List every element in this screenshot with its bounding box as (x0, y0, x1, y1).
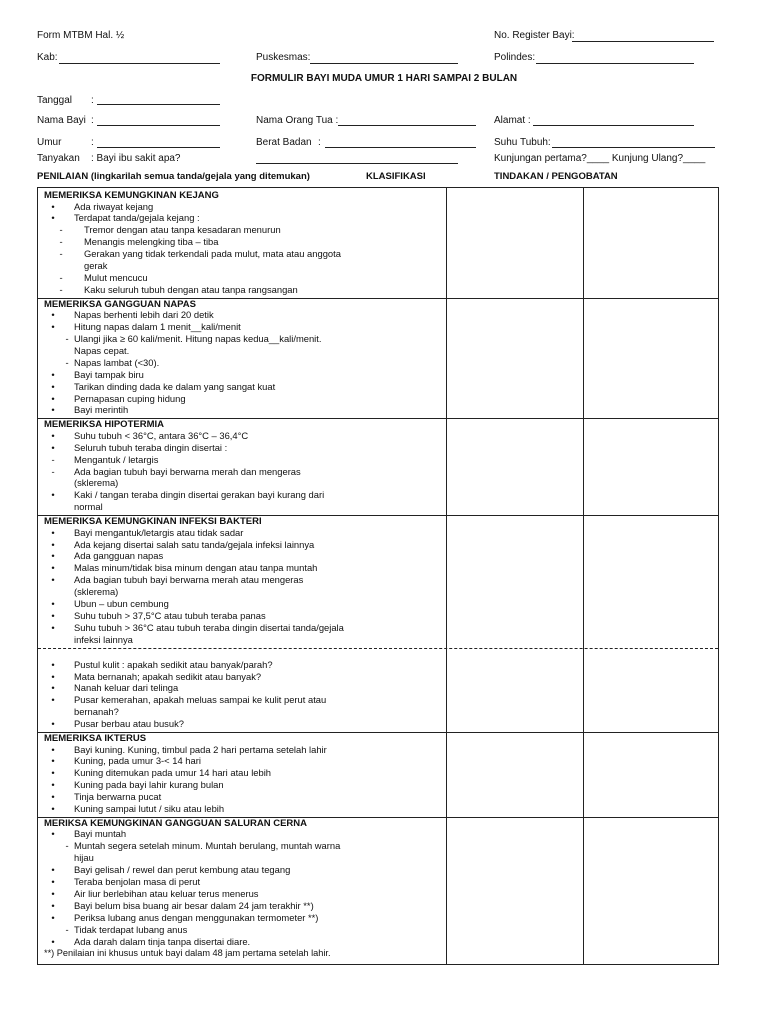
bullet-icon: • (51, 791, 55, 803)
assessment-item[interactable] (38, 598, 446, 610)
assessment-item[interactable] (38, 381, 446, 393)
dash-icon: - (59, 283, 63, 295)
dash-icon: - (65, 840, 69, 852)
assessment-item-text: Periksa lubang anus dengan menggunakan termometer **) (74, 911, 319, 923)
assessment-item[interactable] (38, 828, 446, 840)
bullet-icon: • (51, 368, 55, 380)
assessment-item-text: Bayi belum bisa buang air besar dalam 24 jam terakhir **) (74, 899, 314, 911)
assessment-item[interactable] (38, 671, 446, 683)
assessment-item[interactable] (38, 212, 446, 224)
puskesmas-field[interactable] (310, 63, 458, 64)
assessment-item[interactable] (38, 442, 446, 454)
assessment-item-text: (sklerema) (74, 477, 119, 489)
assessment-item[interactable] (38, 466, 446, 490)
assessment-item-text: Suhu tubuh > 36°C atau tubuh teraba dingin disertai tanda/gejala (74, 621, 344, 633)
bullet-icon: • (51, 489, 55, 501)
form-page-label: Form MTBM Hal. ½ (37, 30, 125, 41)
assessment-item[interactable] (38, 321, 446, 333)
assessment-item-text: Pusar berbau atau busuk? (74, 718, 184, 730)
section-title: MEMERIKSA HIPOTERMIA (44, 419, 164, 431)
bullet-icon: • (51, 911, 55, 923)
assessment-item-text: Menangis melengking tiba – tiba (84, 236, 219, 248)
section-divider (38, 732, 718, 733)
assessment-item[interactable] (38, 539, 446, 551)
bullet-icon: • (51, 609, 55, 621)
assessment-item-text: Kuning sampai lutut / siku atau lebih (74, 803, 225, 814)
bullet-icon: • (51, 755, 55, 767)
section-title: MEMERIKSA KEMUNGKINAN KEJANG (44, 190, 219, 201)
assessment-item-text: Teraba benjolan masa di perut (74, 876, 201, 887)
dash-icon: - (59, 224, 63, 236)
assessment-item[interactable] (38, 864, 446, 876)
kab-field[interactable] (59, 63, 220, 64)
assessment-item-text: Ada riwayat kejang (74, 200, 154, 212)
assessment-item[interactable] (38, 888, 446, 900)
berat-badan-colon: : (318, 137, 321, 148)
section-divider (38, 515, 718, 516)
register-field[interactable] (572, 41, 714, 42)
section-title: MEMERIKSA KEMUNGKINAN INFEKSI BAKTERI (44, 516, 262, 528)
assessment-item-text: Ada bagian tubuh bayi berwarna merah atau mengeras (74, 574, 304, 586)
assessment-item[interactable] (38, 744, 446, 756)
assessment-item[interactable] (38, 876, 446, 888)
alamat-label: Alamat : (494, 115, 531, 126)
nama-orang-tua-label: Nama Orang Tua : (256, 115, 339, 126)
assessment-item-text: Bayi kuning. Kuning, timbul pada 2 hari pertama setelah lahir (74, 743, 327, 755)
assessment-item-text: (sklerema) (74, 586, 119, 598)
assessment-item[interactable] (38, 224, 446, 236)
assessment-item-text: Kaki / tangan teraba dingin disertai gerakan bayi kurang dari (74, 489, 325, 501)
assessment-item-text: Gerakan yang tidak terkendali pada mulut, mata atau anggota (84, 248, 341, 260)
assessment-item-text: Bayi tampak biru (74, 368, 144, 380)
assessment-item[interactable] (38, 527, 446, 539)
assessment-item-text: Terdapat tanda/gejala kejang : (74, 212, 200, 224)
register-label: No. Register Bayi: (494, 30, 575, 41)
assessment-item-text: hijau (74, 852, 94, 864)
tanggal-field[interactable] (97, 104, 220, 105)
assessment-item-text: Pustul kulit : apakah sedikit atau banyak/parah? (74, 658, 273, 670)
assessment-item[interactable] (38, 454, 446, 466)
bullet-icon: • (51, 200, 55, 212)
umur-field[interactable] (97, 147, 220, 148)
bullet-icon: • (51, 538, 55, 550)
bullet-icon: • (51, 694, 55, 706)
column-header-tindakan: TINDAKAN / PENGOBATAN (494, 171, 618, 182)
assessment-item-text: Tinja berwarna pucat (74, 791, 162, 803)
assessment-item-text: Bayi gelisah / rewel dan perut kembung atau tegang (74, 864, 291, 876)
bullet-icon: • (51, 562, 55, 574)
assessment-item-text: Kuning, pada umur 3-< 14 hari (74, 755, 201, 767)
polindes-label: Polindes: (494, 52, 536, 63)
assessment-item[interactable] (38, 718, 446, 730)
umur-label: Umur (37, 137, 62, 148)
bullet-icon: • (51, 621, 55, 633)
assessment-item[interactable] (38, 574, 446, 598)
assessment-item[interactable] (38, 404, 446, 416)
assessment-item-text: infeksi lainnya (74, 633, 133, 645)
assessment-item[interactable] (38, 309, 446, 321)
assessment-item-text: Pernapasan cuping hidung (74, 392, 186, 404)
assessment-item[interactable] (38, 430, 446, 442)
bullet-icon: • (51, 864, 55, 876)
section-title: MEMERIKSA GANGGUAN NAPAS (44, 298, 197, 310)
bullet-icon: • (51, 574, 55, 586)
footnote: **) Penilaian ini khusus untuk bayi dalam 48 jam pertama setelah lahir. (44, 948, 331, 959)
dash-icon: - (51, 465, 55, 477)
assessment-item-text: Ada darah dalam tinja tanpa disertai diare. (74, 935, 251, 947)
dash-icon: - (65, 356, 69, 368)
assessment-item[interactable] (38, 791, 446, 803)
section-divider (38, 418, 718, 419)
nama-bayi-colon: : (91, 115, 94, 126)
assessment-item[interactable] (38, 767, 446, 779)
bullet-icon: • (51, 380, 55, 392)
bullet-icon: • (51, 803, 55, 814)
section-divider (38, 817, 718, 818)
tanyakan-answer-field[interactable] (256, 163, 458, 164)
assessment-item-text: Suhu tubuh > 37,5°C atau tubuh teraba panas (74, 609, 266, 621)
assessment-item-text: Muntah segera setelah minum. Muntah berulang, muntah warna (74, 840, 341, 852)
assessment-item-text: bernanah? (74, 706, 119, 718)
nama-bayi-field[interactable] (97, 125, 220, 126)
assessment-item[interactable] (38, 393, 446, 405)
assessment-item-text: Air liur berlebihan atau keluar terus menerus (74, 887, 259, 899)
tanyakan-label: Tanyakan (37, 153, 80, 164)
bullet-icon: • (51, 828, 55, 840)
assessment-item-text: Suhu tubuh < 36°C, antara 36°C – 36,4°C (74, 429, 249, 441)
assessment-item-text: gerak (84, 259, 108, 271)
bullet-icon: • (51, 899, 55, 911)
bullet-icon: • (51, 658, 55, 670)
assessment-item[interactable] (38, 755, 446, 767)
section-divider (38, 298, 718, 299)
bullet-icon: • (51, 670, 55, 682)
bullet-icon: • (51, 441, 55, 453)
umur-colon: : (91, 137, 94, 148)
assessment-item[interactable] (38, 562, 446, 574)
assessment-item[interactable] (38, 803, 446, 815)
nama-bayi-label: Nama Bayi (37, 115, 86, 126)
bullet-icon: • (51, 767, 55, 779)
column-header-klasifikasi: KLASIFIKASI (366, 171, 426, 182)
bullet-icon: • (51, 309, 55, 321)
tanggal-colon: : (91, 95, 94, 106)
assessment-item[interactable] (38, 924, 446, 936)
dash-icon: - (59, 271, 63, 283)
tanggal-label: Tanggal (37, 95, 73, 106)
kunjungan-text: Kunjungan pertama?____ Kunjung Ulang?____ (494, 153, 706, 164)
column-header-penilaian: PENILAIAN (lingkarilah semua tanda/gejala yang ditemukan) (37, 171, 310, 182)
assessment-item-text: Kaku seluruh tubuh dengan atau tanpa rangsangan (84, 283, 298, 295)
bullet-icon: • (51, 429, 55, 441)
berat-badan-field[interactable] (325, 147, 476, 148)
assessment-item[interactable] (38, 357, 446, 369)
assessment-item-text: Nanah keluar dari telinga (74, 682, 179, 694)
nama-orang-tua-field[interactable] (338, 125, 476, 126)
dash-icon: - (59, 236, 63, 248)
dash-icon: - (59, 248, 63, 260)
assessment-item[interactable] (38, 333, 446, 357)
assessment-item[interactable] (38, 201, 446, 213)
assessment-item[interactable] (38, 610, 446, 622)
bullet-icon: • (51, 743, 55, 755)
bullet-icon: • (51, 550, 55, 562)
polindes-field[interactable] (536, 63, 694, 64)
assessment-item-text: Seluruh tubuh teraba dingin disertai : (74, 441, 228, 453)
section-title: MEMERIKSA IKTERUS (44, 733, 147, 744)
bullet-icon: • (51, 212, 55, 224)
assessment-item[interactable] (38, 248, 446, 272)
assessment-item-text: Tidak terdapat lubang anus (74, 923, 188, 935)
section-title: MERIKSA KEMUNGKINAN GANGGUAN SALURAN CERNA (44, 817, 308, 829)
assessment-item-text: Mengantuk / letargis (74, 453, 159, 465)
assessment-item-text: Kuning pada bayi lahir kurang bulan (74, 779, 224, 791)
column-divider-klasifikasi (446, 188, 447, 964)
suhu-tubuh-field[interactable] (552, 147, 715, 148)
assessment-item[interactable] (38, 550, 446, 562)
bullet-icon: • (51, 682, 55, 694)
dash-icon: - (65, 333, 69, 344)
assessment-item-text: Bayi mengantuk/letargis atau tidak sadar (74, 526, 244, 538)
assessment-item[interactable] (38, 682, 446, 694)
bullet-icon: • (51, 935, 55, 947)
bullet-icon: • (51, 779, 55, 791)
assessment-item[interactable] (38, 900, 446, 912)
dash-icon: - (51, 453, 55, 465)
bullet-icon: • (51, 718, 55, 730)
assessment-item[interactable] (38, 659, 446, 671)
alamat-field[interactable] (533, 125, 694, 126)
assessment-item-text: Ada bagian tubuh bayi berwarna merah dan mengeras (74, 465, 301, 477)
kab-label: Kab: (37, 52, 58, 63)
assessment-item-text: Ada kejang disertai salah satu tanda/gejala infeksi lainnya (74, 538, 315, 550)
assessment-item-text: Ulangi jika ≥ 60 kali/menit. Hitung napas kedua__kali/menit. (74, 333, 322, 344)
assessment-item-text: Malas minum/tidak bisa minum dengan atau tanpa muntah (74, 562, 318, 574)
assessment-item[interactable] (38, 284, 446, 296)
assessment-item-text: Tremor dengan atau tanpa kesadaran menurun (84, 224, 281, 236)
assessment-item-text: Napas cepat. (74, 344, 130, 356)
berat-badan-label: Berat Badan (256, 137, 312, 148)
bullet-icon: • (51, 598, 55, 609)
bullet-icon: • (51, 887, 55, 899)
form-title: FORMULIR BAYI MUDA UMUR 1 HARI SAMPAI 2 BULAN (250, 73, 518, 84)
assessment-item[interactable] (38, 236, 446, 248)
assessment-item[interactable] (38, 489, 446, 513)
bullet-icon: • (51, 321, 55, 333)
assessment-table (37, 187, 719, 965)
bullet-icon: • (51, 404, 55, 416)
bullet-icon: • (51, 526, 55, 538)
tanyakan-value: : Bayi ibu sakit apa? (91, 153, 181, 164)
assessment-item[interactable] (38, 272, 446, 284)
assessment-item-text: Mulut mencucu (84, 271, 148, 283)
assessment-item-text: Ubun – ubun cembung (74, 598, 169, 609)
assessment-item-text: Bayi muntah (74, 828, 127, 840)
assessment-item-text: Ada gangguan napas (74, 550, 164, 562)
assessment-item-text: Napas berhenti lebih dari 20 detik (74, 309, 214, 321)
bullet-icon: • (51, 392, 55, 404)
assessment-item-text: Kuning ditemukan pada umur 14 hari atau lebih (74, 767, 272, 779)
assessment-item-text: Tarikan dinding dada ke dalam yang sangat kuat (74, 380, 276, 392)
assessment-item[interactable] (38, 912, 446, 924)
assessment-item[interactable] (38, 369, 446, 381)
assessment-item[interactable] (38, 936, 446, 948)
assessment-item-text: Bayi merintih (74, 404, 129, 416)
assessment-item-text: Napas lambat (<30). (74, 356, 160, 368)
dash-icon: - (65, 923, 69, 935)
assessment-item[interactable] (38, 622, 446, 646)
assessment-item[interactable] (38, 779, 446, 791)
assessment-item-text: Pusar kemerahan, apakah meluas sampai ke kulit perut atau (74, 694, 327, 706)
assessment-item[interactable] (38, 840, 446, 864)
assessment-item-text: Mata bernanah; apakah sedikit atau banyak? (74, 670, 262, 682)
section-divider (38, 648, 718, 649)
suhu-tubuh-label: Suhu Tubuh: (494, 137, 551, 148)
assessment-item[interactable] (38, 694, 446, 718)
column-divider-tindakan (583, 188, 584, 964)
puskesmas-label: Puskesmas: (256, 52, 311, 63)
bullet-icon: • (51, 876, 55, 887)
assessment-item-text: normal (74, 501, 103, 513)
assessment-item-text: Hitung napas dalam 1 menit__kali/menit (74, 321, 241, 333)
